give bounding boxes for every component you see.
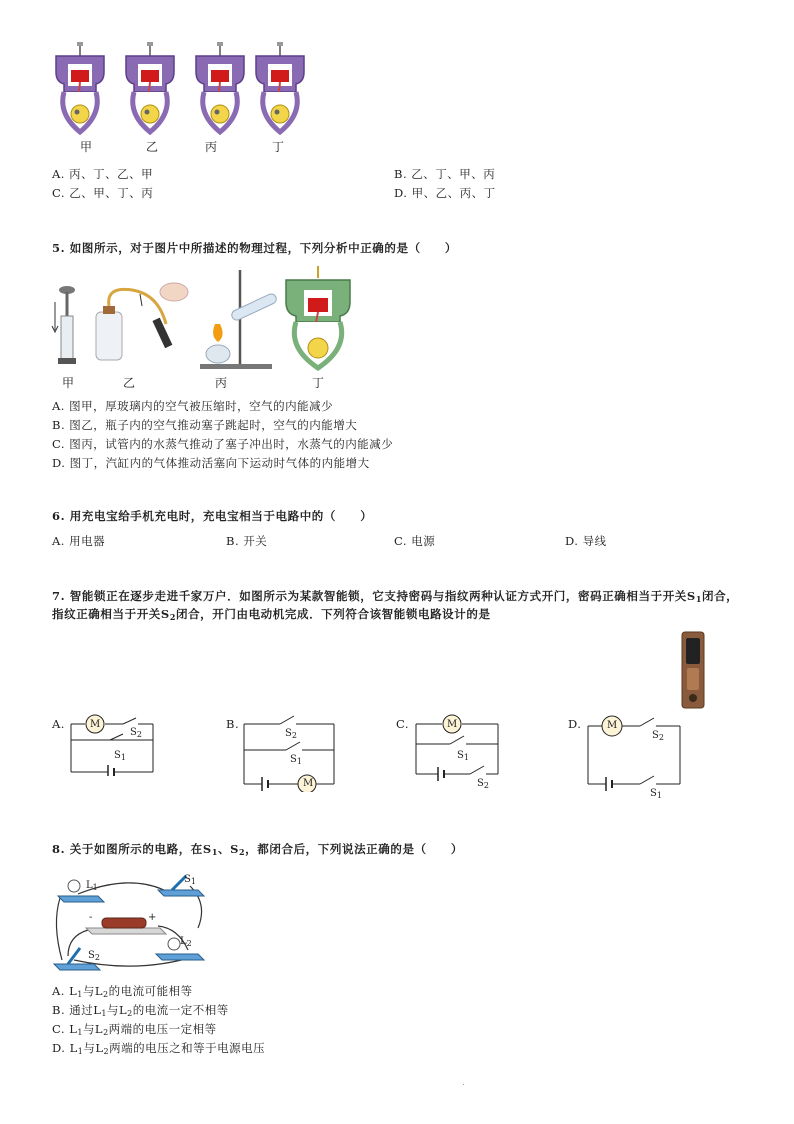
q8-label-plus: + bbox=[148, 912, 157, 923]
engine-ding bbox=[256, 42, 304, 132]
q5-label-yi: 乙 bbox=[123, 376, 136, 390]
footer-mark: . bbox=[462, 1078, 465, 1088]
q7-d-s1-sub: 1 bbox=[656, 791, 662, 800]
q7-c-s1-sub: 1 bbox=[463, 753, 469, 762]
q8-option-a[interactable] bbox=[52, 983, 193, 999]
q7-c-s2-sub: 2 bbox=[483, 781, 489, 790]
q4-label-yi: 乙 bbox=[146, 140, 159, 154]
q8-c-sub2: 2 bbox=[103, 1028, 109, 1037]
q5-option-a[interactable]: A. 图甲，厚玻璃内的空气被压缩时，空气的内能减少 bbox=[52, 399, 334, 413]
q7-c-s1-letter: S bbox=[457, 750, 464, 761]
q8-label-s2-sub: 2 bbox=[94, 953, 100, 962]
q8-label-l2-letter: L bbox=[180, 936, 187, 947]
q7-d-s2-letter: S bbox=[652, 730, 659, 741]
q7-c-motor: M bbox=[447, 719, 458, 730]
q7-circuit-a-letter[interactable]: A. bbox=[52, 717, 65, 731]
q7-b-s1 bbox=[290, 754, 302, 766]
q7-b-s2-sub: 2 bbox=[291, 731, 297, 740]
q5-stem: 5. 如图所示，对于图片中所描述的物理过程，下列分析中正确的是（ ） bbox=[52, 241, 458, 255]
q7-b-s2 bbox=[285, 728, 297, 740]
q7-stem-line1 bbox=[52, 588, 738, 604]
q8-b-mid: 与L bbox=[107, 1003, 128, 1017]
q7-stem-line1-text: 7. 智能锁正在逐步走进千家万户．如图所示为某款智能锁，它支持密码与指纹两种认证方式开门，密码正确相当于开关S bbox=[52, 589, 696, 603]
q5-fig-bing bbox=[200, 270, 278, 369]
q7-c-s2 bbox=[477, 778, 489, 790]
q4-label-jia: 甲 bbox=[80, 140, 93, 154]
q7-b-s1-letter: S bbox=[290, 754, 297, 765]
q7-a-s1-sub: 1 bbox=[120, 753, 126, 762]
q5-fig-jia bbox=[52, 286, 76, 364]
q5-fig-ding bbox=[286, 266, 350, 368]
q8-stem-end: ，都闭合后，下列说法正确的是（ ） bbox=[245, 842, 463, 856]
q4-option-d[interactable]: D. 甲、乙、丙、丁 bbox=[394, 186, 496, 200]
q7-circuit-d-letter[interactable]: D. bbox=[568, 717, 582, 731]
q7-b-s1-sub: 1 bbox=[296, 757, 302, 766]
q6-option-d[interactable]: D. 导线 bbox=[565, 534, 607, 548]
q7-d-s1 bbox=[650, 788, 662, 800]
q8-d-prefix: D. L bbox=[52, 1041, 78, 1055]
q7-stem-line2-sub: 2 bbox=[169, 612, 176, 622]
q4-option-c[interactable]: C. 乙、甲、丁、丙 bbox=[52, 186, 154, 200]
q7-a-s2-letter: S bbox=[130, 727, 137, 738]
q8-d-sub1: 1 bbox=[77, 1047, 84, 1056]
q8-stem-text: 8. 关于如图所示的电路，在S bbox=[52, 842, 212, 856]
q7-stem-line2 bbox=[52, 606, 491, 622]
engine-bing bbox=[196, 42, 244, 132]
q7-circuit-b-letter[interactable]: B. bbox=[226, 717, 240, 731]
q8-b-prefix: B. 通过L bbox=[52, 1003, 102, 1017]
q8-a-sub2: 2 bbox=[103, 990, 109, 999]
q5-figures bbox=[50, 262, 370, 374]
q8-stem bbox=[52, 841, 463, 857]
q7-stem-line1-sub: 1 bbox=[695, 594, 702, 604]
q8-label-s2 bbox=[88, 950, 100, 962]
q6-option-c[interactable]: C. 电源 bbox=[394, 534, 436, 548]
q5-fig-yi bbox=[96, 283, 188, 360]
q8-a-prefix: A. L bbox=[52, 984, 78, 998]
q8-label-s1-letter: S bbox=[184, 874, 191, 885]
q7-stem-line1-end: 闭合， bbox=[701, 589, 739, 603]
engine-jia bbox=[56, 42, 104, 132]
q7-b-motor: M bbox=[303, 778, 314, 789]
q8-a-sub1: 1 bbox=[77, 990, 83, 999]
q8-option-b[interactable] bbox=[52, 1002, 229, 1018]
q7-d-s2 bbox=[652, 730, 664, 742]
q8-d-sub2: 2 bbox=[103, 1047, 110, 1056]
q8-c-prefix: C. L bbox=[52, 1022, 78, 1036]
q8-label-s1 bbox=[184, 874, 196, 886]
q8-d-mid: 与L bbox=[83, 1041, 104, 1055]
q8-label-l2-sub: 2 bbox=[186, 939, 192, 948]
q8-label-l1-sub: 1 bbox=[92, 883, 98, 892]
q4-engine-strokes-figure bbox=[50, 40, 320, 140]
q6-option-b[interactable]: B. 开关 bbox=[226, 534, 268, 548]
q5-option-d[interactable]: D. 图丁，汽缸内的气体推动活塞向下运动时气体的内能增大 bbox=[52, 456, 370, 470]
q5-label-jia: 甲 bbox=[62, 376, 75, 390]
q4-label-ding: 丁 bbox=[272, 140, 285, 154]
q8-stem-mid: 、S bbox=[217, 842, 239, 856]
q7-a-motor: M bbox=[90, 719, 101, 730]
q8-b-sub1: 1 bbox=[101, 1009, 107, 1018]
q7-d-s1-letter: S bbox=[650, 788, 657, 799]
q7-c-s1 bbox=[457, 750, 469, 762]
q7-stem-line2-end: 闭合，开门由电动机完成．下列符合该智能锁电路设计的是 bbox=[175, 607, 491, 621]
q6-stem: 6. 用充电宝给手机充电时，充电宝相当于电路中的（ ） bbox=[52, 509, 373, 523]
q8-label-l2 bbox=[180, 936, 192, 948]
q4-label-bing: 丙 bbox=[205, 140, 218, 154]
q7-circuit-c-letter[interactable]: C. bbox=[396, 717, 410, 731]
q7-a-s2 bbox=[130, 727, 142, 739]
q8-label-s1-sub: 1 bbox=[190, 877, 196, 886]
q4-option-a[interactable]: A. 丙、丁、乙、甲 bbox=[52, 167, 154, 181]
q6-option-a[interactable]: A. 用电器 bbox=[52, 534, 106, 548]
q7-d-motor: M bbox=[607, 720, 618, 731]
q7-d-s2-sub: 2 bbox=[658, 733, 664, 742]
q5-label-ding: 丁 bbox=[312, 376, 325, 390]
q4-option-b[interactable]: B. 乙、丁、甲、丙 bbox=[394, 167, 496, 181]
q7-a-s1-letter: S bbox=[114, 750, 121, 761]
q8-c-rest: 两端的电压一定相等 bbox=[108, 1022, 217, 1036]
q7-circuit-a bbox=[68, 712, 160, 776]
q8-a-rest: 的电流可能相等 bbox=[108, 984, 193, 998]
q5-label-bing: 丙 bbox=[215, 376, 228, 390]
q8-b-sub2: 2 bbox=[127, 1009, 133, 1018]
q8-a-mid: 与L bbox=[82, 984, 103, 998]
engine-yi bbox=[126, 42, 174, 132]
q7-circuit-d bbox=[584, 712, 684, 792]
q5-option-c[interactable]: C. 图丙，试管内的水蒸气推动了塞子冲出时，水蒸气的内能减少 bbox=[52, 437, 394, 451]
q8-stem-sub2: 2 bbox=[239, 847, 246, 857]
q8-label-l1-letter: L bbox=[86, 880, 93, 891]
q8-b-rest: 的电流一定不相等 bbox=[132, 1003, 229, 1017]
q7-stem-line2-text: 指纹正确相当于开关S bbox=[52, 607, 170, 621]
q8-label-minus: - bbox=[89, 912, 93, 923]
q8-option-d[interactable] bbox=[52, 1040, 265, 1056]
q8-stem-sub1: 1 bbox=[211, 847, 218, 857]
q5-option-b[interactable]: B. 图乙，瓶子内的空气推动塞子跳起时，空气的内能增大 bbox=[52, 418, 358, 432]
q7-a-s2-sub: 2 bbox=[136, 730, 142, 739]
q7-b-s2-letter: S bbox=[285, 728, 292, 739]
q8-label-s2-letter: S bbox=[88, 950, 95, 961]
q8-d-rest: 两端的电压之和等于电源电压 bbox=[109, 1041, 266, 1055]
q7-circuit-b bbox=[240, 712, 338, 792]
smart-lock-image bbox=[680, 630, 706, 710]
q8-label-l1 bbox=[86, 880, 98, 892]
q8-c-mid: 与L bbox=[82, 1022, 104, 1036]
q8-c-sub1: 1 bbox=[77, 1028, 83, 1037]
q7-a-s1 bbox=[114, 750, 126, 762]
q8-option-c[interactable] bbox=[52, 1021, 217, 1037]
q7-c-s2-letter: S bbox=[477, 778, 484, 789]
